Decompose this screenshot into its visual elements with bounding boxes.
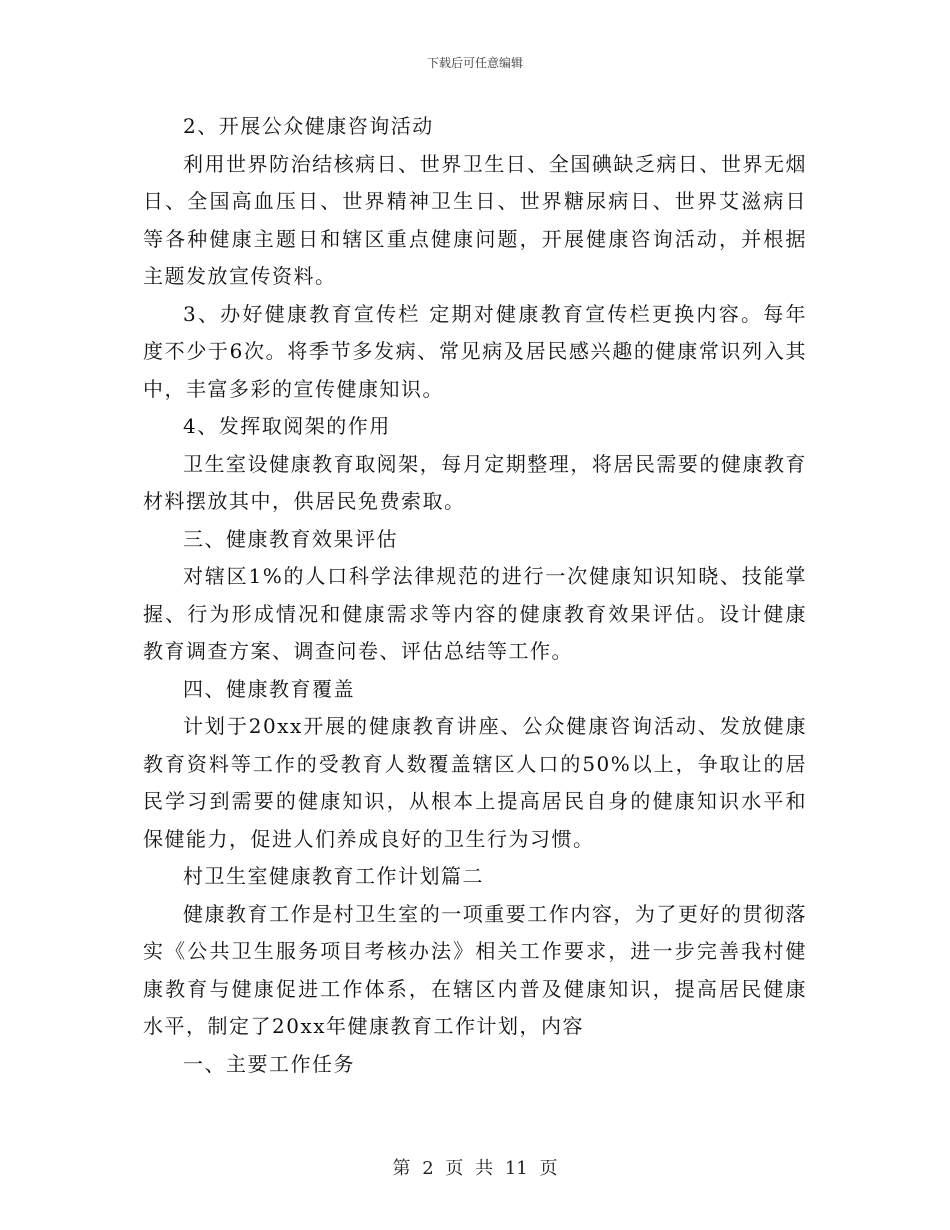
paragraph-introduction: 健康教育工作是村卫生室的一项重要工作内容，为了更好的贯彻落实《公共卫生服务项目考核办法》相关工作要求，进一步完善我村健康教育与健康促进工作体系，在辖区内普及健康知识，提高居民健康水平，制定了20xx年健康教育工作计划，内容 — [143, 901, 807, 1038]
section-heading-reading-rack: 4、发挥取阅架的作用 — [183, 414, 391, 438]
paragraph-health-theme-days: 利用世界防治结核病日、世界卫生日、全国碘缺乏病日、世界无烟日、全国高血压日、世界精神卫生日、世界糖尿病日、世界艾滋病日等各种健康主题日和辖区重点健康问题，开展健康咨询活动，并根据主题发放宣传资料。 — [143, 151, 807, 288]
paragraph-coverage: 计划于20xx开展的健康教育讲座、公众健康咨询活动、发放健康教育资料等工作的受教育人数覆盖辖区人口的50%以上，争取让的居民学习到需要的健康知识，从根本上提高居民自身的健康知识水平和保健能力，促进人们养成良好的卫生行为习惯。 — [143, 714, 807, 851]
document-body — [143, 108, 807, 1083]
article-title-part-two: 村卫生室健康教育工作计划篇二 — [183, 864, 484, 888]
paragraph-reading-rack: 卫生室设健康教育取阅架，每月定期整理，将居民需要的健康教育材料摆放其中，供居民免费索取。 — [143, 451, 807, 513]
paragraph-bulletin-board: 3、办好健康教育宣传栏 定期对健康教育宣传栏更换内容。每年度不少于6次。将季节多发病、常见病及居民感兴趣的健康常识列入其中，丰富多彩的宣传健康知识。 — [143, 301, 807, 401]
section-heading-public-consultation: 2、开展公众健康咨询活动 — [183, 114, 434, 138]
paragraph-effect-evaluation: 对辖区1%的人口科学法律规范的进行一次健康知识知晓、技能掌握、行为形成情况和健康需求等内容的健康教育效果评估。设计健康教育调查方案、调查问卷、评估总结等工作。 — [143, 564, 807, 663]
section-heading-main-tasks: 一、主要工作任务 — [183, 1051, 355, 1076]
section-heading-coverage: 四、健康教育覆盖 — [183, 676, 355, 701]
section-heading-effect-evaluation: 三、健康教育效果评估 — [183, 526, 398, 551]
page-number-footer: 第 2 页 共 11 页 — [392, 1158, 558, 1179]
header-note: 下载后可任意编辑 — [426, 56, 523, 70]
